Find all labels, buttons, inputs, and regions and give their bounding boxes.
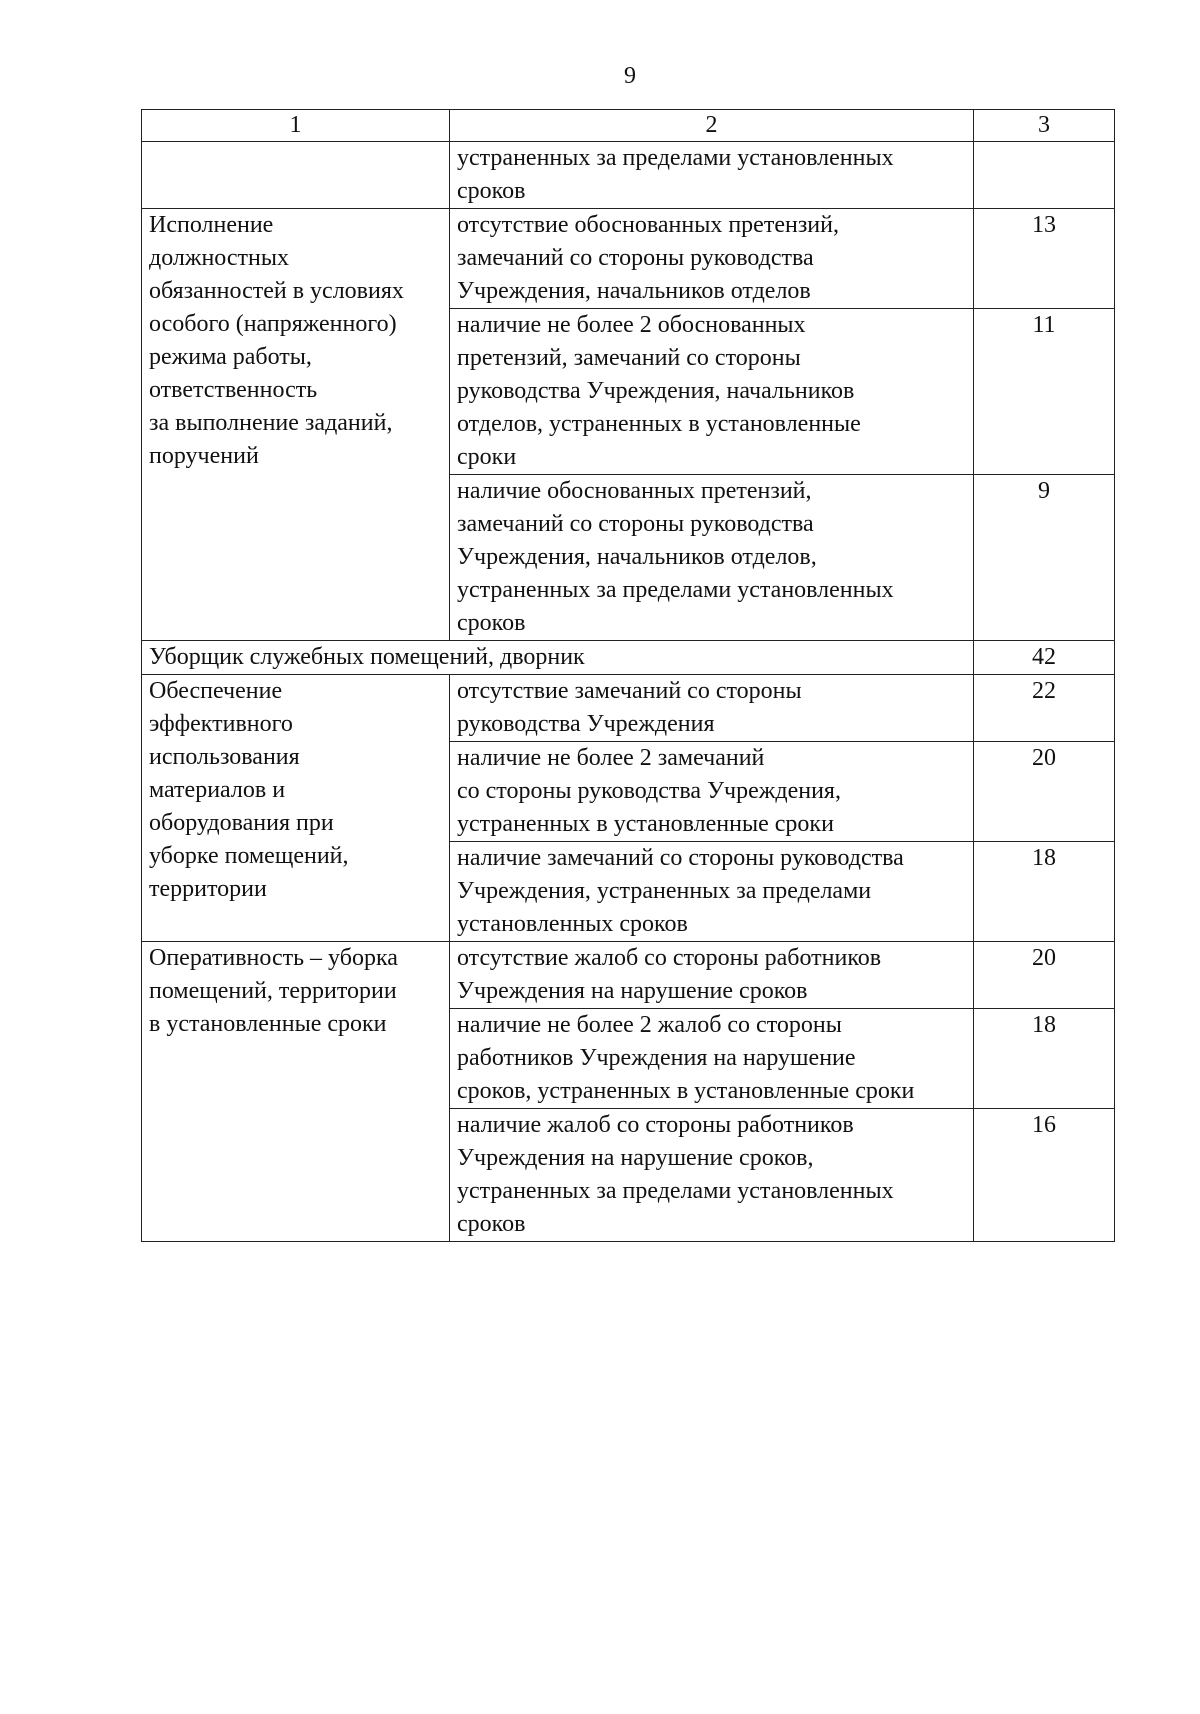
condition-cell: устраненных за пределами установленных сроков (450, 142, 974, 209)
points-cell: 20 (974, 942, 1115, 1009)
condition-cell: наличие не более 2 замечаний со стороны руководства Учреждения, устраненных в установленные сроки (450, 742, 974, 842)
indicator-cell: Исполнение должностных обязанностей в условиях особого (напряженного) режима работы, ответственность за выполнение заданий, поручений (142, 209, 450, 641)
indicator-cell: Оперативность – уборка помещений, территории в установленные сроки (142, 942, 450, 1242)
condition-cell: наличие обоснованных претензий, замечаний со стороны руководства Учреждения, начальников отделов, устраненных за пределами установленных сроков (450, 475, 974, 641)
condition-cell: наличие замечаний со стороны руководства Учреждения, устраненных за пределами установленных сроков (450, 842, 974, 942)
points-cell: 18 (974, 842, 1115, 942)
table-row (142, 942, 1115, 1009)
header-row (142, 110, 1115, 142)
condition-cell: отсутствие обоснованных претензий, замечаний со стороны руководства Учреждения, начальников отделов (450, 209, 974, 309)
points-cell: 11 (974, 309, 1115, 475)
criteria-table (141, 109, 1115, 1242)
points-cell: 18 (974, 1009, 1115, 1109)
criteria-cell (142, 142, 450, 209)
indicator-cell: Обеспечение эффективного использования материалов и оборудования при уборке помещений, территории (142, 675, 450, 942)
points-cell: 9 (974, 475, 1115, 641)
points-cell: 20 (974, 742, 1115, 842)
section-row (142, 641, 1115, 675)
table-row (142, 209, 1115, 309)
condition-cell: наличие не более 2 обоснованных претензий, замечаний со стороны руководства Учреждения, начальников отделов, устраненных в установленные сроки (450, 309, 974, 475)
header-col-2: 2 (450, 110, 974, 142)
points-cell: 22 (974, 675, 1115, 742)
header-col-1: 1 (142, 110, 450, 142)
section-title: Уборщик служебных помещений, дворник (142, 641, 974, 675)
page-number: 9 (624, 63, 636, 89)
condition-cell: наличие не более 2 жалоб со стороны работников Учреждения на нарушение сроков, устраненных в установленные сроки (450, 1009, 974, 1109)
points-cell: 16 (974, 1109, 1115, 1242)
table-row (142, 675, 1115, 742)
continuation-row (142, 142, 1115, 209)
condition-cell: наличие жалоб со стороны работников Учреждения на нарушение сроков, устраненных за пределами установленных сроков (450, 1109, 974, 1242)
section-points: 42 (974, 641, 1115, 675)
header-col-3: 3 (974, 110, 1115, 142)
condition-cell: отсутствие замечаний со стороны руководства Учреждения (450, 675, 974, 742)
points-cell (974, 142, 1115, 209)
condition-cell: отсутствие жалоб со стороны работников Учреждения на нарушение сроков (450, 942, 974, 1009)
points-cell: 13 (974, 209, 1115, 309)
